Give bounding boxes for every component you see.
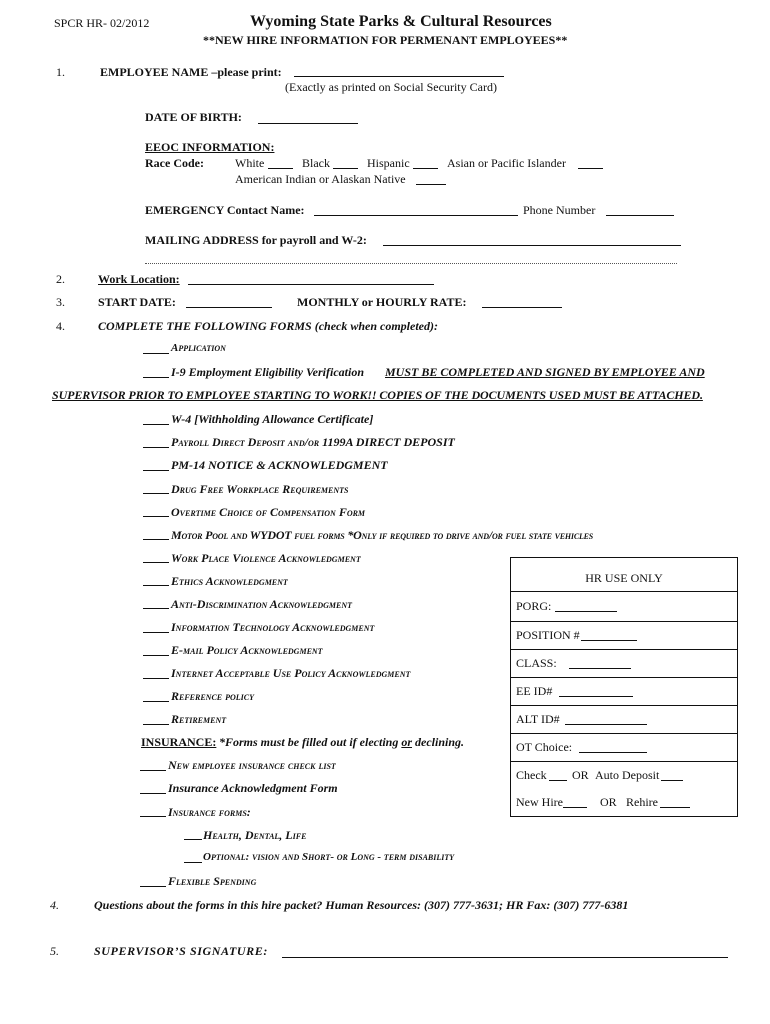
insurance-label: INSURANCE: [141,735,217,749]
race-white-field[interactable] [268,168,293,169]
phone-number-label: Phone Number [523,203,596,217]
position-label: POSITION # [516,628,580,642]
optional-insurance-label: Optional: vision and Short- or Long - term disability [203,851,455,863]
new-hire-field[interactable] [563,807,587,808]
internet-policy-checkbox[interactable] [143,678,169,679]
insurance-ack-label: Insurance Acknowledgment Form [168,781,338,795]
i9-notice-line-2: SUPERVISOR PRIOR TO EMPLOYEE STARTING TO WORK!! COPIES OF THE DOCUMENTS USED MUST BE ATTACHED. [52,388,703,402]
motor-pool-label: Motor Pool and WYDOT fuel forms *Only if required to drive and/or fuel state vehicles [171,528,594,542]
alt-id-field[interactable] [565,724,647,725]
phone-number-field[interactable] [606,215,674,216]
mailing-address-field[interactable] [383,245,681,246]
supervisor-signature-label: SUPERVISOR’S SIGNATURE: [94,944,268,958]
work-location-label: Work Location: [98,272,180,286]
pm14-label: PM-14 NOTICE & ACKNOWLEDGMENT [171,458,388,472]
section-2-number: 2. [56,272,65,286]
questions-text: Questions about the forms in this hire packet? Human Resources: (307) 777-3631; HR Fax: (307) 777-6381 [94,898,629,912]
race-asian-label: Asian or Pacific Islander [447,156,566,170]
race-hispanic-field[interactable] [413,168,438,169]
form-subtitle: **NEW HIRE INFORMATION FOR PERMENANT EMPLOYEES** [203,33,568,47]
mailing-address-label: MAILING ADDRESS for payroll and W-2: [145,233,367,247]
hr-box-divider [511,649,737,650]
ot-choice-label: OT Choice: [516,740,573,754]
rehire-field[interactable] [660,807,690,808]
i9-notice-line-1: MUST BE COMPLETED AND SIGNED BY EMPLOYEE AND [385,365,705,379]
insurance-note-start: *Forms must be filled out if electing [219,735,402,749]
payroll-deposit-label: Payroll Direct Deposit and/or 1199A DIRECT DEPOSIT [171,435,455,449]
retirement-label: Retirement [171,712,227,726]
insurance-forms-label: Insurance forms: [168,805,251,819]
section-4-number: 4. [56,319,65,333]
race-hispanic-label: Hispanic [367,156,410,170]
eeoc-label: EEOC INFORMATION: [145,140,275,154]
race-white-label: White [235,156,265,170]
ee-id-field[interactable] [559,696,633,697]
new-employee-insurance-checkbox[interactable] [140,770,166,771]
questions-number: 4. [50,898,59,912]
check-label: Check [516,768,547,782]
it-label: Information Technology Acknowledgment [171,620,375,634]
insurance-ack-checkbox[interactable] [140,793,166,794]
hr-box-divider [511,621,737,622]
anti-discrimination-label: Anti-Discrimination Acknowledgment [171,597,353,611]
ee-id-label: EE ID# [516,684,553,698]
optional-insurance-checkbox[interactable] [184,862,202,863]
pm14-checkbox[interactable] [143,470,169,471]
drug-free-checkbox[interactable] [143,493,169,494]
class-label: CLASS: [516,656,557,670]
reference-policy-label: Reference policy [171,689,255,703]
insurance-note-or: or [401,735,413,749]
insurance-note [219,736,464,748]
check-field[interactable] [549,780,567,781]
race-black-field[interactable] [333,168,358,169]
new-employee-insurance-label: New employee insurance check list [168,758,336,772]
rehire-label: Rehire [626,795,658,809]
signature-number: 5. [50,944,59,958]
rate-label: MONTHLY or HOURLY RATE: [297,295,467,309]
anti-discrimination-checkbox[interactable] [143,608,169,609]
overtime-label: Overtime Choice of Compensation Form [171,505,366,519]
insurance-note-end: declining. [412,735,465,749]
new-hire-label: New Hire [516,795,563,809]
class-field[interactable] [569,668,631,669]
hr-box-divider [511,761,737,762]
i9-title: I-9 Employment Eligibility Verification [171,365,365,379]
alt-id-label: ALT ID# [516,712,560,726]
hr-box-divider [511,733,737,734]
drug-free-label: Drug Free Workplace Requirements [171,482,349,496]
internet-policy-label: Internet Acceptable Use Policy Acknowledgment [171,666,411,680]
emergency-contact-field[interactable] [314,215,518,216]
email-policy-checkbox[interactable] [143,655,169,656]
application-checkbox[interactable] [143,353,169,354]
org-title: Wyoming State Parks & Cultural Resources [250,13,552,30]
start-date-label: START DATE: [98,295,176,309]
hr-box-title: HR USE ONLY [585,571,663,585]
dob-label: DATE OF BIRTH: [145,110,242,124]
flexible-spending-label: Flexible Spending [168,874,257,888]
form-code: SPCR HR- 02/2012 [54,16,150,30]
flexible-spending-checkbox[interactable] [140,886,166,887]
hr-use-only-box [510,557,738,817]
section-1-number: 1. [56,65,65,79]
supervisor-signature-field[interactable] [282,957,728,958]
ot-choice-field[interactable] [579,752,647,753]
porg-field[interactable] [555,611,617,612]
reference-policy-checkbox[interactable] [143,701,169,702]
motor-pool-checkbox[interactable] [143,539,169,540]
w4-checkbox[interactable] [143,424,169,425]
employee-name-note: (Exactly as printed on Social Security Card) [285,80,497,94]
w4-label: W-4 [Withholding Allowance Certificate] [171,412,374,426]
i9-checkbox[interactable] [143,377,169,378]
violence-label: Work Place Violence Acknowledgment [171,551,361,565]
race-native-field[interactable] [416,184,446,185]
health-dental-life-label: Health, Dental, Life [203,828,307,842]
hr-box-divider [511,705,737,706]
hr-box-divider [511,591,737,592]
section-3-number: 3. [56,295,65,309]
it-checkbox[interactable] [143,632,169,633]
complete-forms-label: COMPLETE THE FOLLOWING FORMS (check when completed): [98,319,438,333]
hr-box-divider [511,677,737,678]
retirement-checkbox[interactable] [143,724,169,725]
employee-name-label: EMPLOYEE NAME –please print: [100,65,282,79]
ethics-label: Ethics Acknowledgment [171,574,288,588]
porg-label: PORG: [516,599,552,613]
race-native-label: American Indian or Alaskan Native [235,172,406,186]
mailing-address-field-line-2[interactable] [145,263,677,264]
hire-or-label: OR [600,795,617,809]
work-location-field[interactable] [188,284,434,285]
application-label: Application [171,342,226,354]
emergency-contact-label: EMERGENCY Contact Name: [145,203,305,217]
auto-deposit-field[interactable] [661,780,683,781]
position-field[interactable] [581,640,637,641]
health-checkbox[interactable] [184,839,202,840]
race-black-label: Black [302,156,330,170]
employee-name-field[interactable] [294,76,504,77]
race-asian-field[interactable] [578,168,603,169]
dob-field[interactable] [258,123,358,124]
violence-checkbox[interactable] [143,562,169,563]
start-date-field[interactable] [186,307,272,308]
email-policy-label: E-mail Policy Acknowledgment [171,643,323,657]
overtime-checkbox[interactable] [143,516,169,517]
ethics-checkbox[interactable] [143,585,169,586]
payroll-deposit-checkbox[interactable] [143,447,169,448]
rate-field[interactable] [482,307,562,308]
insurance-forms-checkbox[interactable] [140,816,166,817]
race-code-label: Race Code: [145,156,204,170]
check-or-label: OR [572,768,589,782]
auto-deposit-label: Auto Deposit [595,768,660,782]
